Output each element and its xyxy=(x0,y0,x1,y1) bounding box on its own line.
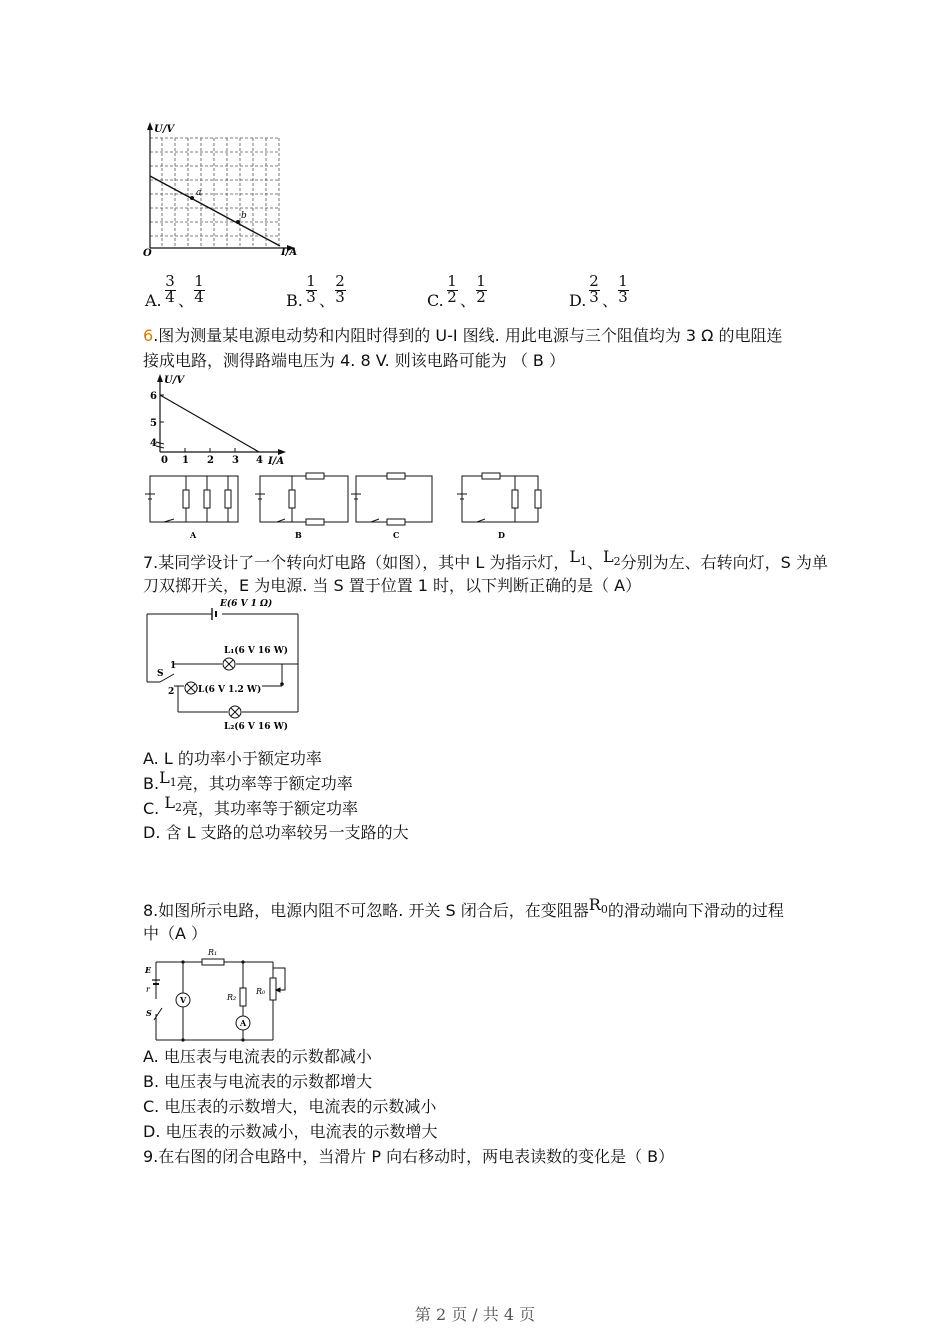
q5-option-c-sep: 、 xyxy=(460,291,477,310)
q5-point-b-label: b xyxy=(241,211,247,221)
q8-s-label: S xyxy=(146,1008,152,1018)
q6-stem-line-1 xyxy=(143,325,783,347)
q5-option-a-letter: A. xyxy=(145,291,162,310)
q6-x-tick-1: 1 xyxy=(182,455,189,466)
q5-x-axis-label: I/A xyxy=(281,247,298,258)
q5-option-d-den1: 3 xyxy=(589,288,599,306)
q8-r-label: r xyxy=(146,985,150,994)
q5-option-d-num2: 1 xyxy=(618,272,628,290)
q7-switch-pos-1: 1 xyxy=(170,661,177,671)
q7-option-b-text: 亮，其功率等于额定功率 xyxy=(176,774,353,793)
q5-option-c-letter: C. xyxy=(427,291,444,310)
q5-option-b-sep: 、 xyxy=(319,291,336,310)
q6-x-tick-0: 0 xyxy=(161,455,168,466)
q5-option-d-sep: 、 xyxy=(602,291,619,310)
q7-l1-subscript: 1 xyxy=(579,555,587,568)
q8-stem-line-2: 中（A ） xyxy=(143,924,208,943)
q7-l2-label: L₂(6 V 16 W) xyxy=(224,722,289,732)
q7-option-c-symbol: L xyxy=(164,793,175,812)
q5-option-b-letter: B. xyxy=(286,291,303,310)
q7-circuit-figure xyxy=(142,596,312,734)
page-footer: 第 2 页 / 共 4 页 xyxy=(414,1305,536,1324)
q7-option-c-subscript: 2 xyxy=(174,801,182,814)
q7-l2-symbol: L xyxy=(603,547,614,566)
q5-option-d-num1: 2 xyxy=(589,272,599,290)
q8-r0-subscript: 0 xyxy=(600,903,608,916)
q8-option-a: A. 电压表与电流表的示数都减小 xyxy=(143,1047,372,1066)
q6-circuit-label-c: C xyxy=(393,530,400,540)
q7-option-c xyxy=(143,793,358,822)
q7-switch-label: S xyxy=(157,669,164,679)
q5-option-b-den1: 3 xyxy=(306,288,316,306)
q6-circuit-label-d: D xyxy=(498,530,505,540)
q6-y-tick-4: 4 xyxy=(150,438,157,449)
q8-r0-symbol: R xyxy=(588,895,601,914)
q8-e-label: E xyxy=(145,965,152,975)
q7-stem-text-1b: 分别为左、右转向灯，S 为单 xyxy=(620,553,828,572)
q8-stem-text-1a: 8.如图所示电路，电源内阻不可忽略. 开关 S 闭合后，在变阻器 xyxy=(143,901,589,920)
q5-option-b-den2: 3 xyxy=(335,288,345,306)
q5-option-a-den1: 4 xyxy=(165,288,175,306)
q7-option-b-symbol: L xyxy=(159,768,170,787)
q6-y-axis-label: U/V xyxy=(164,375,185,386)
q7-separator: 、 xyxy=(586,553,603,572)
q8-r1-label: R₁ xyxy=(208,948,218,957)
q5-point-a-label: a xyxy=(196,188,202,198)
q6-ui-graph xyxy=(142,372,292,468)
q5-option-d xyxy=(569,270,689,312)
q8-voltmeter-label: V xyxy=(180,995,187,1005)
q5-option-b xyxy=(286,270,406,312)
q5-option-a-sep: 、 xyxy=(178,291,195,310)
q5-option-d-den2: 3 xyxy=(618,288,628,306)
q7-l-label: L(6 V 1.2 W) xyxy=(198,685,262,695)
q5-ui-graph xyxy=(140,118,310,258)
q6-circuit-label-a: A xyxy=(190,530,197,540)
q7-stem-line-2: 刀双掷开关，E 为电源. 当 S 置于位置 1 时，以下判断正确的是（ A） xyxy=(143,576,642,595)
q7-option-c-letter: C. xyxy=(143,799,165,818)
q7-option-b-letter: B. xyxy=(143,774,160,793)
q7-source-label: E(6 V 1 Ω) xyxy=(220,599,273,609)
q8-r0-label: R₀ xyxy=(256,987,266,996)
q6-x-axis-label: I/A xyxy=(268,456,285,467)
q7-stem-text-1a: 7.某同学设计了一个转向灯电路（如图），其中 L 为指示灯， xyxy=(143,553,570,572)
q6-x-tick-3: 3 xyxy=(232,455,239,466)
q6-stem-text-1: .图为测量某电源电动势和内阻时得到的 U-I 图线. 用此电源与三个阻值均为 3 Ω 的电阻连 xyxy=(153,326,783,345)
q7-option-b-subscript: 1 xyxy=(169,776,177,789)
q8-stem-line-1 xyxy=(143,895,784,924)
q8-ammeter-label: A xyxy=(240,1018,247,1028)
q6-circuit-options xyxy=(142,472,552,544)
q5-option-b-num2: 2 xyxy=(335,272,345,290)
q7-option-a: A. L 的功率小于额定功率 xyxy=(143,749,322,768)
q8-r2-label: R₂ xyxy=(227,993,237,1002)
q8-option-c: C. 电压表的示数增大，电流表的示数减小 xyxy=(143,1097,437,1116)
q7-l1-symbol: L xyxy=(569,547,580,566)
q5-option-a-den2: 4 xyxy=(194,288,204,306)
q6-x-tick-2: 2 xyxy=(207,455,214,466)
q8-option-b: B. 电压表与电流表的示数都增大 xyxy=(143,1072,373,1091)
q7-stem-line-1 xyxy=(143,547,828,576)
q6-circuit-label-b: B xyxy=(295,530,302,540)
q7-option-d: D. 含 L 支路的总功率较另一支路的大 xyxy=(143,823,409,842)
q5-y-axis-label: U/V xyxy=(154,124,175,135)
q5-option-c xyxy=(427,270,547,312)
q6-y-tick-5: 5 xyxy=(150,418,157,429)
q5-option-a xyxy=(145,270,265,312)
q7-l1-label: L₁(6 V 16 W) xyxy=(224,646,289,656)
q6-x-tick-4: 4 xyxy=(256,455,263,466)
q6-stem-line-2: 接成电路，测得路端电压为 4. 8 V. 则该电路可能为 （ B ） xyxy=(143,351,565,370)
q5-option-a-num2: 1 xyxy=(194,272,204,290)
q8-stem-text-1b: 的滑动端向下滑动的过程 xyxy=(607,901,784,920)
q8-option-d: D. 电压表的示数减小，电流表的示数增大 xyxy=(143,1122,438,1141)
q6-number: 6 xyxy=(143,326,154,345)
q5-option-c-num1: 1 xyxy=(447,272,457,290)
q9-stem-line-1: 9.在右图的闭合电路中，当滑片 P 向右移动时，两电表读数的变化是（ B） xyxy=(143,1147,675,1166)
q8-circuit-figure xyxy=(142,944,302,1044)
q5-origin-label: O xyxy=(143,248,152,258)
q5-option-c-den1: 2 xyxy=(447,288,457,306)
q7-l2-subscript: 2 xyxy=(613,555,621,568)
q7-switch-pos-2: 2 xyxy=(168,687,175,697)
q7-option-c-text: 亮，其功率等于额定功率 xyxy=(181,799,358,818)
q5-option-a-num1: 3 xyxy=(165,272,175,290)
q5-option-b-num1: 1 xyxy=(306,272,316,290)
q5-option-c-num2: 1 xyxy=(476,272,486,290)
q5-option-d-letter: D. xyxy=(569,291,587,310)
q5-option-c-den2: 2 xyxy=(476,288,486,306)
q6-y-tick-6: 6 xyxy=(150,391,157,402)
